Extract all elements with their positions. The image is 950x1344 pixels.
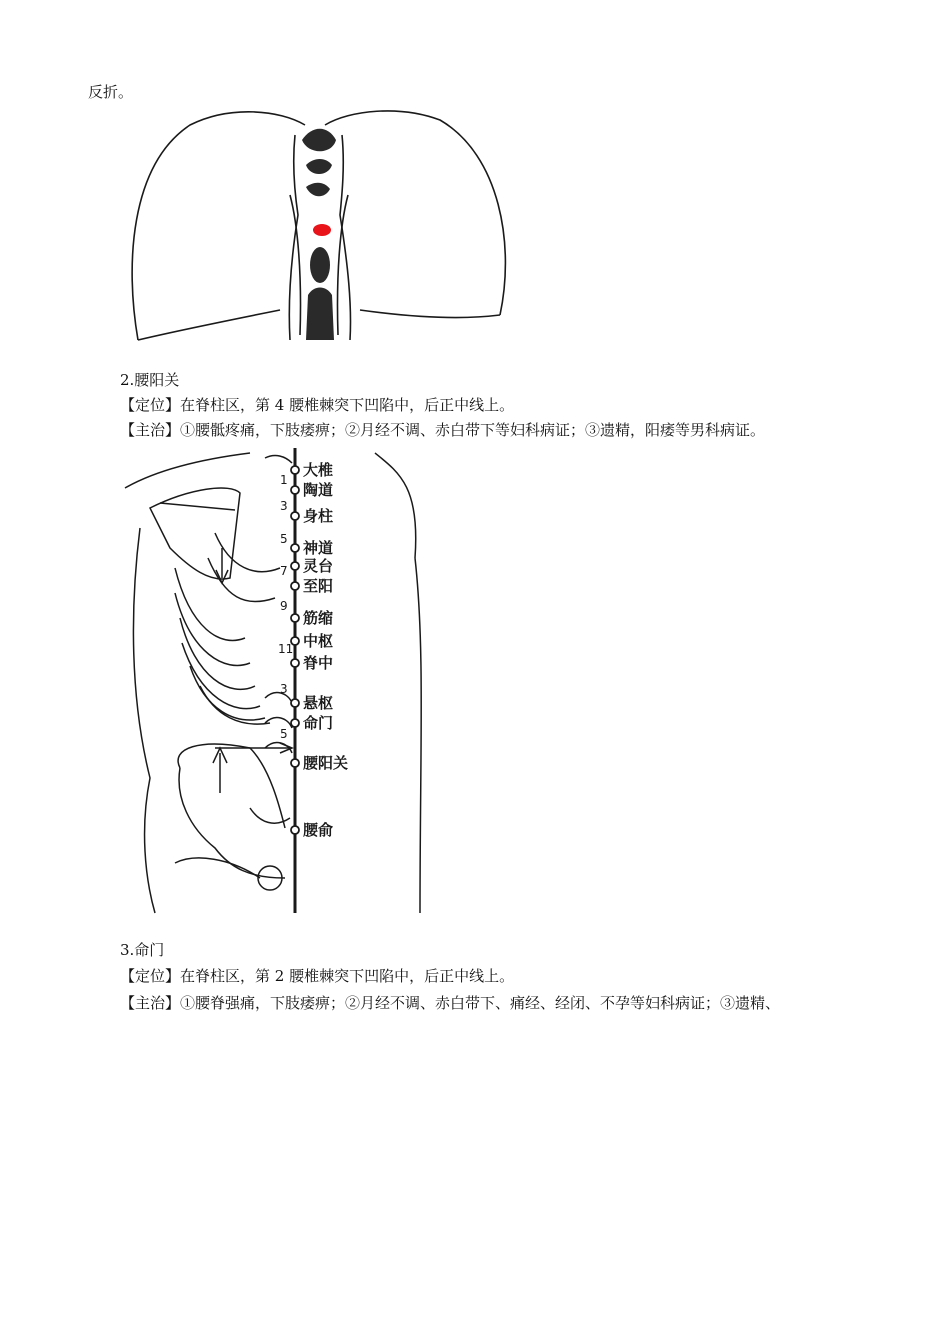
vertebra-number: 3 [280, 499, 288, 513]
acupoint-label: 筋缩 [303, 609, 334, 627]
vertebra-number: 5 [280, 532, 288, 546]
acupoint-label: 腰俞 [303, 821, 334, 839]
text-fragment: 反折。 [88, 83, 134, 101]
acupoint-label: 大椎 [303, 461, 334, 479]
acupoint-label: 悬枢 [303, 694, 334, 712]
vertebra-number: 5 [280, 727, 288, 741]
acupoint-label: 脊中 [303, 654, 334, 672]
location-text: 【定位】在脊柱区，第 2 腰椎棘突下凹陷中，后正中线上。 [120, 967, 515, 985]
indication-text: 【主治】①腰脊强痛，下肢痿痹；②月经不调、赤白带下、痛经、经闭、不孕等妇科病证；③遗精、 [120, 994, 781, 1012]
indication-text: 【主治】①腰骶疼痛，下肢痿痹；②月经不调、赤白带下等妇科病证；③遗精，阳痿等男科病证。 [120, 421, 766, 439]
vertebra-number: 1 [280, 473, 288, 487]
acupoint-label: 神道 [303, 539, 334, 557]
acupoint-label: 身柱 [303, 507, 334, 525]
vertebra-number: 11 [278, 642, 294, 656]
vertebra-number: 7 [280, 564, 288, 578]
section-heading: 3.命门 [120, 941, 165, 959]
vertebra-number: 9 [280, 599, 288, 613]
acupoint-label: 中枢 [303, 632, 334, 650]
acupoint-label: 腰阳关 [303, 754, 349, 772]
figure-back-acupoints [120, 448, 440, 918]
acupoint-label: 灵台 [303, 557, 334, 575]
section-heading: 2.腰阳关 [120, 371, 180, 389]
acupoint-marker [313, 224, 331, 236]
figure-sacral-region [120, 105, 520, 345]
acupoint-label: 至阳 [303, 577, 334, 595]
vertebra-number: 3 [280, 682, 288, 696]
location-text: 【定位】在脊柱区，第 4 腰椎棘突下凹陷中，后正中线上。 [120, 396, 515, 414]
acupoint-label: 陶道 [303, 481, 334, 499]
acupoint-label: 命门 [303, 714, 334, 732]
